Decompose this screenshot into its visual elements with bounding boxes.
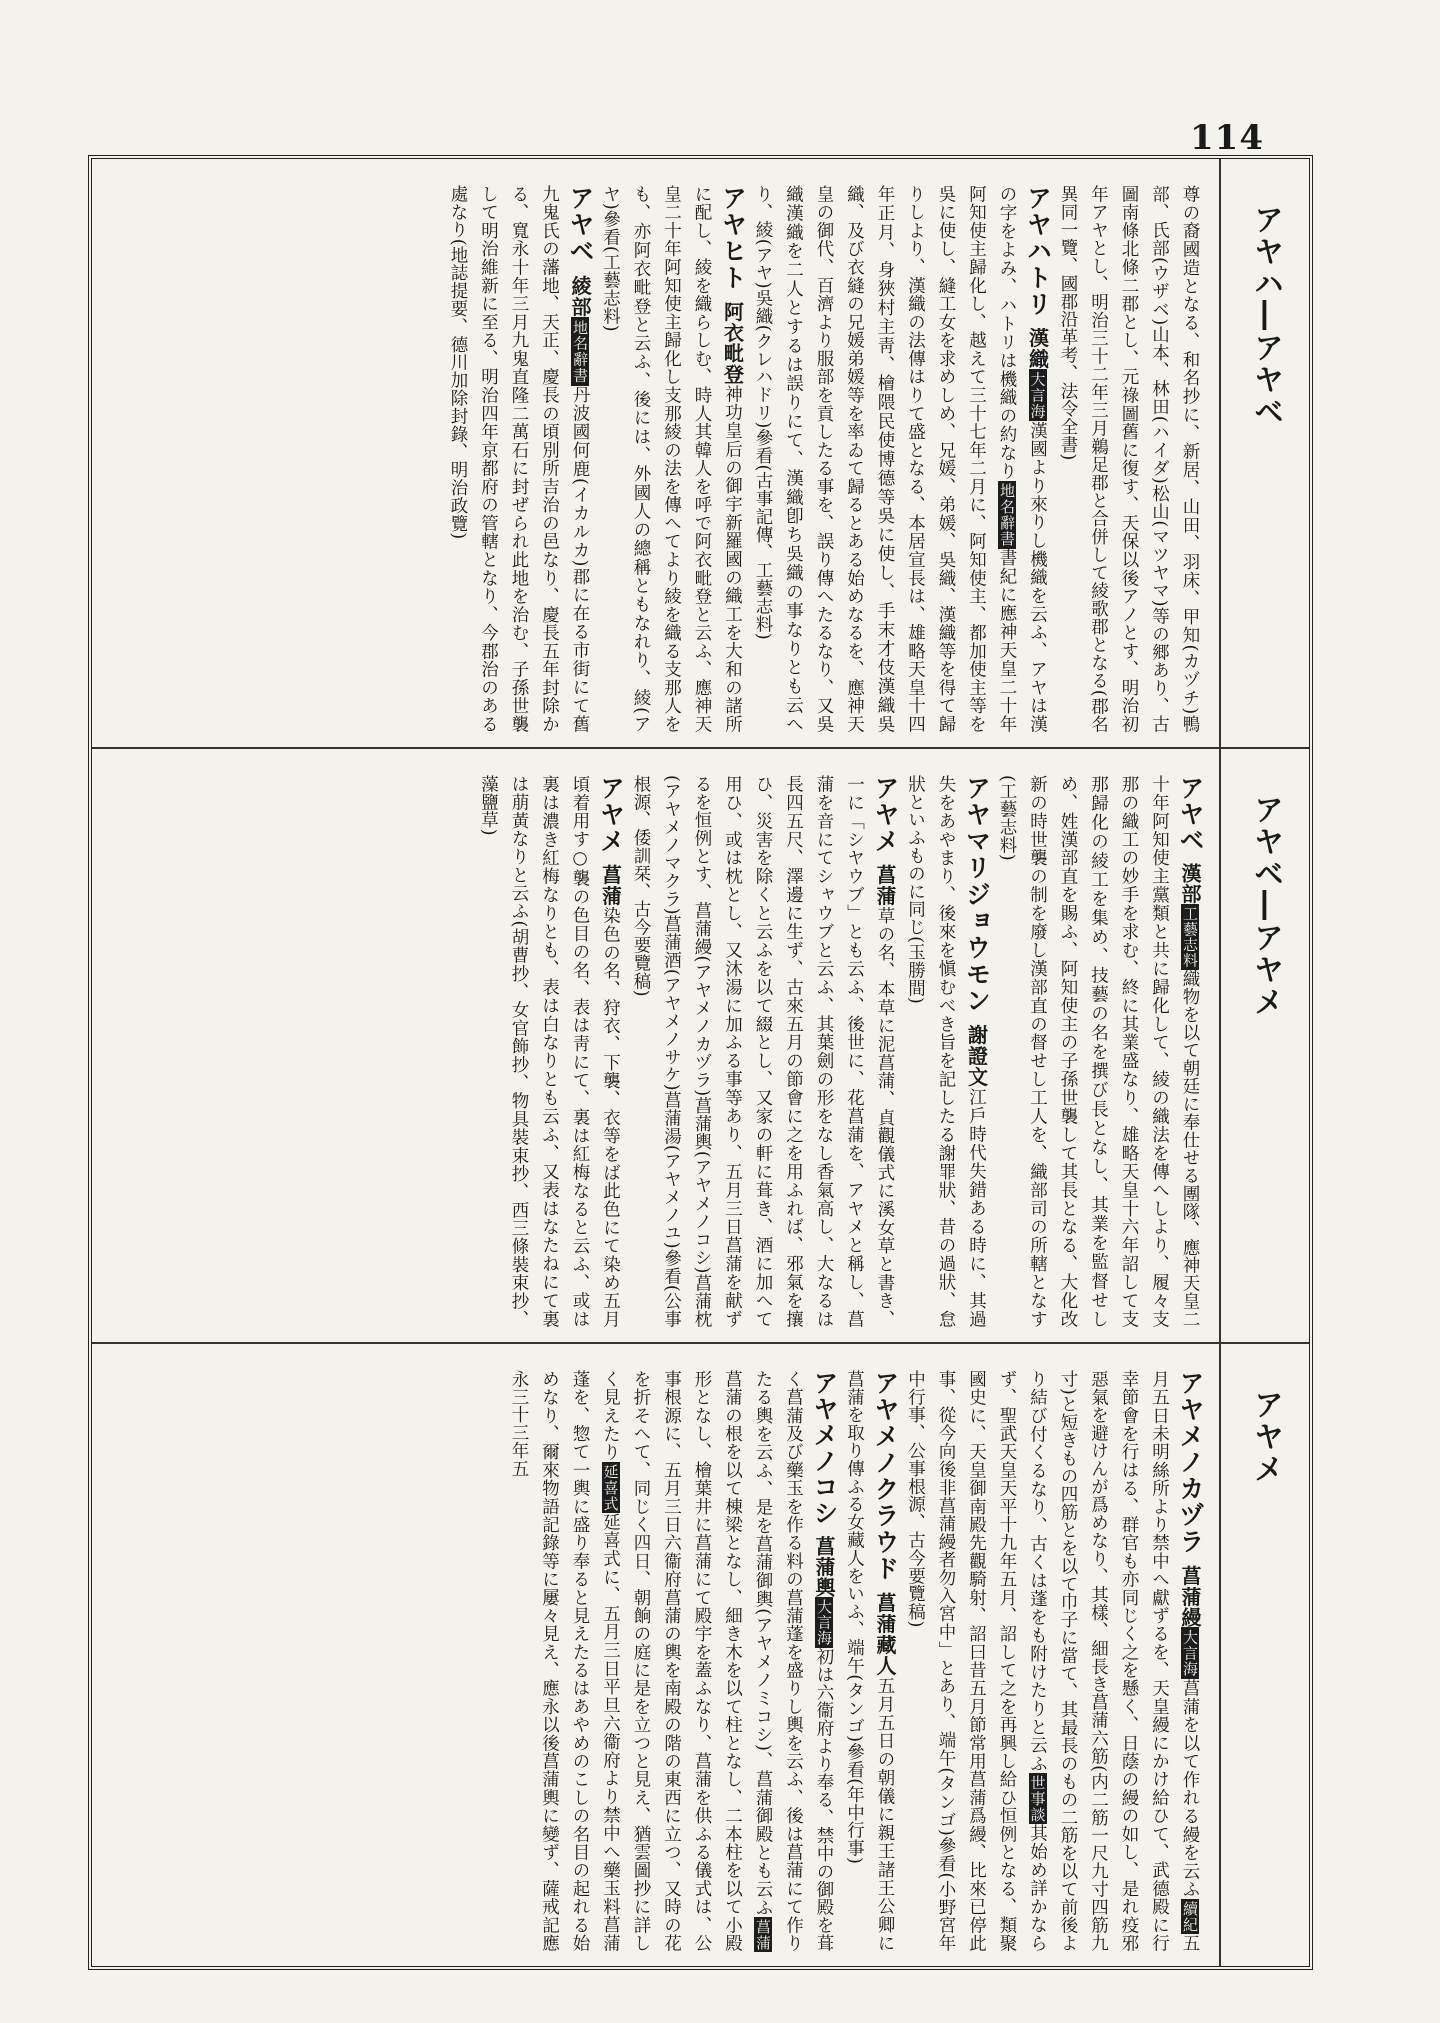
headword: アヤメノコシ — [810, 1370, 839, 1527]
source-stamp: 大言海 — [1028, 371, 1047, 420]
entry-text: 丹波國何鹿(イカルカ)郡に在る市街にて舊九鬼氏の藩地、天正、慶長の頃別所吉治の邑なり、慶長五年封除かる、寬永十年三月九鬼直隆二萬石に封ぜられ此地を治む、子孫世襲して明治維新に至る、明治四年京都府の管轄となり、今郡治のある處なり(地誌提要、德川加除封錄、明治政覽) — [448, 185, 590, 733]
headword: アヤメノクラウド — [871, 1370, 900, 1582]
entry-text: 菖蒲の根を以て棟梁となし、細き木を以て柱となし、二本柱を以て小殿形となし、檜葉井に菖蒲にて殿宇を蓋ふなり、菖蒲を供ふる儀式は、公事根源に、五月三日六衞府菖蒲の輿を南殿の階の東西に立つ、又時の花を折そへて、同じく四日、朝餉の庭に是を立つと見え、猶雲圖抄に詳しく見えたり — [600, 1370, 743, 1952]
entry-text: 神功皇后の御宇新羅國の織工を大和の諸所に配し、綾を織らしむ、時人其韓人を呼で阿衣毗登と云ふ、應神天皇二十年阿知使主歸化し支那綾の法を傳へてより綾を織る支那人をも、亦阿衣毗登と云ふ、後には、外國人の總稱ともなれり、綾(アヤ)參看(工藝志料) — [600, 185, 743, 733]
headword-kanji: 漢部 — [1178, 863, 1202, 904]
dictionary-entry — [844, 1370, 900, 1953]
source-stamp: 續紀 — [1181, 1900, 1199, 1933]
source-stamp: 世事談 — [1028, 1774, 1047, 1823]
headword-kanji: 菖蒲藏人 — [873, 1591, 897, 1677]
headword: アヤヒト — [718, 185, 748, 291]
running-header: アヤメ — [1248, 1389, 1283, 1485]
headword: アヤマリジョウモン — [962, 775, 992, 1015]
section-header — [1219, 749, 1309, 1342]
section-text — [92, 749, 1219, 1342]
dictionary-entry — [1058, 185, 1200, 733]
entry-text: 草の名、本草に泥菖蒲、貞觀儀式に溪女草と書き、一に「シヤウブ」とも云ふ、後世に、花菖蒲を、アヤメと稱し、菖蒲を音にてシャウブと云ふ、其葉劍の形をなし香氣高し、大なるは長四五尺、澤邊に生ず、古來五月の節會に之を用ふれば、邪氣を攘ひ、災害を除くと云ふを以て綴とし、又家の軒に葺き、酒に加へて用ひ、或は枕とし、又沐湯に加ふる事等あり、五月三日菖蒲を献ずるを恒例とす、菖蒲縵(アヤメノカヅラ)菖蒲輿(アヤメノコシ)菖蒲枕(アヤメノマクラ)菖蒲酒(アヤメノサケ)菖蒲湯(アヤメノユ)參看(公事根源、倭訓栞、古今要覽稿) — [631, 775, 895, 1328]
headword: アヤメノカヅラ — [1176, 1370, 1205, 1555]
section-text — [92, 1344, 1219, 1966]
headword-kanji: 謝證文 — [964, 1024, 989, 1088]
dictionary-entry — [600, 185, 748, 733]
entry-text: 書紀に應神天皇二十年阿知使主歸化し、越えて三十七年二月に、阿知使主、都加使主等を吳に使し、縫工女を求めしめ、兄媛、弟媛、吳織、漢織等を得て歸りしより、漢織の法傳はりて盛となる、本居宣長は、雄略天皇十四年正月、身狹村主靑、檜隈民使博德等吳に使し、手末才伎漢織吳織、及び衣縫の兄媛弟媛等を率ゐて歸るとある始めなるを、應神天皇の御代、百濟より服部を貢したる事を、誤り傳へたるなり、又吳織漢織を二人とするは誤りにて、漢織卽ち吳織の事なりとも云へり、綾(アヤ)吳織(クレハドリ)參看(古事記傳、工藝志料) — [753, 185, 1017, 734]
section-header — [1219, 159, 1309, 747]
running-header: アヤベ―アヤメ — [1248, 794, 1283, 1018]
dictionary-entry — [753, 185, 1053, 734]
headword-kanji: 菖蒲 — [873, 864, 897, 907]
headword: アヤベ — [566, 185, 595, 265]
entry-text: 染色の名、狩衣、下襲、衣等をば此色にて染め五月頃着用す○襲の色目の名、表は靑にて、裏は紅梅なると云ふ、或は裏は濃き紅梅なりとも、表は白なりとも云ふ、又表はなたねにて裏は萠黃なりと云ふ(胡曹抄、女官飾抄、物具裝束抄、西三條裝束抄、藻鹽草) — [478, 775, 621, 1328]
dictionary-entry — [509, 1370, 839, 1953]
source-stamp: 延喜式 — [601, 1463, 620, 1511]
section-text — [92, 159, 1219, 747]
section-header — [1219, 1344, 1309, 1966]
entry-text: 其始め詳かならず、聖武天皇天平十九年五月、詔して之を再興し給ひ恒例となる、類聚國史に、天皇御南殿先觀騎射、詔曰昔五月節常用菖蒲爲縵、比來已停此事、從今向後非菖蒲縵者勿入宮中」とあり、端午(タンゴ)參看(小野宮年中行事、公事根源、古今要覽稿) — [905, 1370, 1048, 1952]
source-stamp: 工藝志料 — [1181, 905, 1199, 968]
dictionary-entry — [905, 775, 992, 1329]
headword-kanji: 菖蒲輿 — [812, 1536, 836, 1598]
source-stamp: 地名辭書 — [998, 482, 1016, 547]
section-3 — [92, 1344, 1309, 1966]
page-number: 114 — [1190, 118, 1264, 158]
entry-text: 江戶時代失錯ある時に、其過失をあやまり、後來を愼むべき旨を記したる謝罪狀、昔の過狀、怠狀といふものに同じ(玉勝間) — [905, 775, 987, 1329]
dictionary-entry — [631, 775, 900, 1328]
dictionary-entry — [997, 775, 1205, 1328]
headword: アヤハトリ — [1023, 185, 1053, 318]
source-stamp: 大言海 — [815, 1599, 833, 1646]
dictionary-entry — [478, 775, 626, 1328]
page-frame — [88, 155, 1313, 1970]
section-2 — [92, 749, 1309, 1344]
headword-kanji: 綾部 — [568, 274, 592, 318]
entry-text: 菖蒲を以て作れる縵を云ふ — [1180, 1679, 1200, 1899]
source-stamp: 菖蒲 — [754, 1918, 772, 1950]
entry-text: 延喜式に、五月三日平旦六衞府より禁中へ藥玉料菖蒲蓬を、惣て一輿に盛り奉ると見えたるはあやめのこしの名目の起れる始めなり、爾來物語記錄等に屢々見え、應永以後菖蒲輿に變ず、薩戒記應永三十三年五 — [509, 1370, 621, 1952]
entry-text: 五月五日未明絲所より禁中へ獻ずるを、天皇縵にかけ給ひて、武德殿に行幸節會を行はる、群官も亦同じく之を懸く、日蔭の縵の如し、是れ疫邪惡氣を避けんが爲めなり、其樣、細長き菖蒲六筋(内二筋一尺九寸四筋九寸)と短きもの四筋とを以て巾子に當て、其最長のもの二筋を以て前後より結び付くるなり、古くは蓬をも附けたりと云ふ — [1027, 1370, 1200, 1953]
headword: アヤメ — [871, 775, 900, 855]
headword-kanji: 阿衣毗登 — [720, 300, 745, 385]
dictionary-entry — [448, 185, 595, 733]
headword-kanji: 菖蒲縵 — [1178, 1564, 1202, 1628]
source-stamp: 大言海 — [1181, 1629, 1199, 1678]
headword-kanji: 菖蒲 — [598, 864, 623, 907]
entry-text: 漢國より來りし機織を云ふ、アヤは漢の字をよみ、ハトリは機織の約なり — [997, 185, 1048, 733]
entry-text: 織物を以て朝廷に奉仕せる團隊、應神天皇二十年阿知使主黨類と共に歸化して、綾の織法を傳へしより、履々支那の織工の妙手を求む、終に其業盛なり、雄略天皇十六年詔して支那歸化の綾工を集め、技藝の名を撰び長となし、其業を監督せしめ、姓漢部直を賜ふ、阿知使主の子孫世襲して其長となる、大化改新の時世襲の制を廢し漢部直の督せし工人を、織部司の所轄となす(工藝志料) — [997, 775, 1200, 1328]
headword-kanji: 漢織 — [1025, 327, 1050, 370]
section-1 — [92, 159, 1309, 749]
entry-text: 五月五日の朝儀に親王諸王公卿に菖蒲を取り傳ふる女藏人をいふ、端午(タンゴ)參看(年中行事) — [844, 1370, 895, 1953]
entry-text: 尊の裔國造となる、和名抄に、新居、山田、羽床、甲知(カヅチ)鴨部、氏部(ウザベ)山本、林田(ハイダ)松山(マツヤマ)等の郷あり、古圖南條北條二郡とし、元祿圖舊に復す、天保以後アノとす、明治初年アヤとし、明治三十二年三月鵜足郡と合併して綾歌郡となる(郡名異同一覽、國郡沿革考、法令全書) — [1058, 185, 1200, 733]
dictionary-entry — [905, 1370, 1205, 1953]
entry-text: 初は六衞府より奉る、禁中の御殿を葺く菖蒲及び藥玉を作る料の菖蒲蓬を盛りし輿を云ふ、後は菖蒲にて作りたる輿を云ふ、是を菖蒲御輿(アヤメノミコシ)、菖蒲御殿とも云ふ — [753, 1370, 834, 1953]
source-stamp: 地名辭書 — [571, 319, 589, 384]
running-header: アヤハ―アヤベ — [1248, 204, 1283, 428]
headword: アヤベ — [1176, 775, 1205, 854]
headword: アヤメ — [596, 775, 626, 855]
